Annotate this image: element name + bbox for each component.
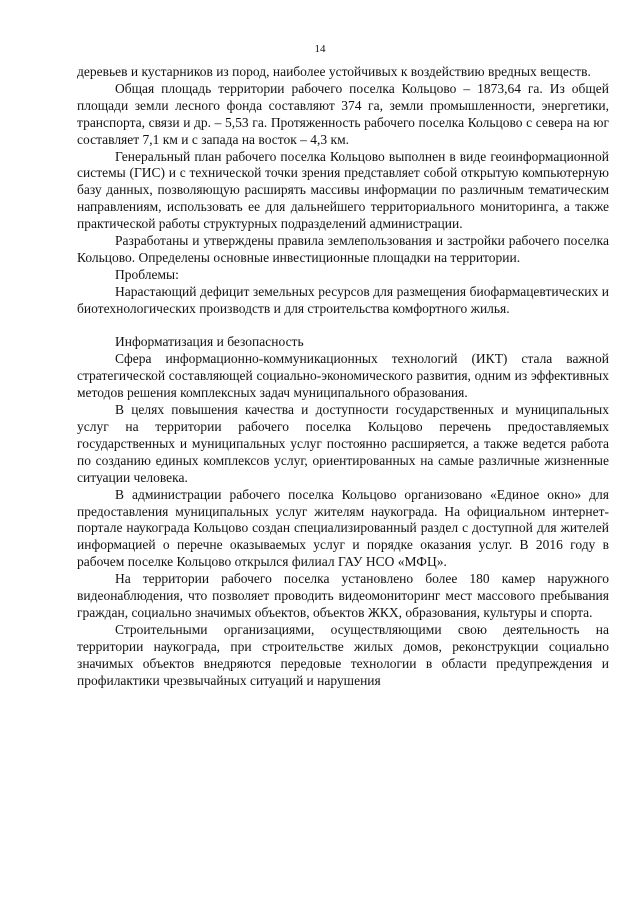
paragraph-problems-label: Проблемы: — [115, 266, 179, 282]
paragraph-services: В целях повышения качества и доступности государственных и муниципальных услуг на территории рабочего поселка Кольцово перечень предоставляемых государственных и муниципальных услуг постоянно расширяется, а также ведется работа по созданию единых комплексов услуг, ориентированных на самые различные жизненные ситуации человека. — [77, 402, 609, 485]
document-body — [77, 64, 609, 690]
section-heading: Информатизация и безопасность — [115, 334, 304, 350]
paragraph-continuation: деревьев и кустарников из пород, наиболее устойчивых к воздействию вредных веществ. — [77, 64, 591, 79]
paragraph-single-window: В администрации рабочего поселка Кольцово организовано «Единое окно» для предоставления муниципальных услуг жителям наукограда. На официальном интернет-портале наукограда Кольцово создан специализированный раздел с доступной для жителей информацией о перечне оказываемых услуг и порядке оказания услуг. В 2016 году в рабочем поселке Кольцово открылся филиал ГАУ НСО «МФЦ». — [77, 486, 609, 570]
paragraph-construction: Строительными организациями, осуществляющими свою деятельность на территории наукограда, при строительстве жилых домов, реконструкции социально значимых объектов внедряются передовые технологии в области предупреждения и профилактики чрезвычайных ситуаций и нарушения — [77, 621, 609, 688]
paragraph-problems-text: Нарастающий дефицит земельных ресурсов для размещения биофармацевтических и биотехнологических производств и для строительства комфортного жилья. — [77, 283, 609, 316]
paragraph-cameras: На территории рабочего поселка установлено более 180 камер наружного видеонаблюдения, что позволяет проводить видеомониторинг мест массового пребывания граждан, социально значимых объектов, объектов ЖКХ, образования, культуры и спорта. — [77, 571, 609, 620]
paragraph-ict: Сфера информационно-коммуникационных технологий (ИКТ) стала важной стратегической составляющей социально-экономического развития, одним из эффективных методов решения комплексных задач муниципального образования. — [77, 351, 609, 401]
section-spacer — [77, 318, 609, 335]
paragraph-land-use-rules: Разработаны и утверждены правила землепользования и застройки рабочего поселка Кольцово. Определены основные инвестиционные площадки на территории. — [77, 233, 609, 265]
page-number: 14 — [314, 43, 326, 55]
paragraph-general-plan: Генеральный план рабочего поселка Кольцово выполнен в виде геоинформационной системы (ГИС) и с технической точки зрения представляет собой открытую компьютерную базу данных, позволяющую расширять массивы информации по различным тематическим направлениям, использовать ее для дальнейшего территориального мониторинга, а также практической работы структурных подразделений администрации. — [77, 148, 609, 232]
paragraph-area: Общая площадь территории рабочего поселка Кольцово – 1873,64 га. Из общей площади земли лесного фонда составляют 374 га, земли промышленности, энергетики, транспорта, связи и др. – 5,53 га. Протяженность рабочего поселка Кольцово с севера на юг составляет 7,1 км и с запада на восток – 4,3 км. — [77, 80, 609, 147]
